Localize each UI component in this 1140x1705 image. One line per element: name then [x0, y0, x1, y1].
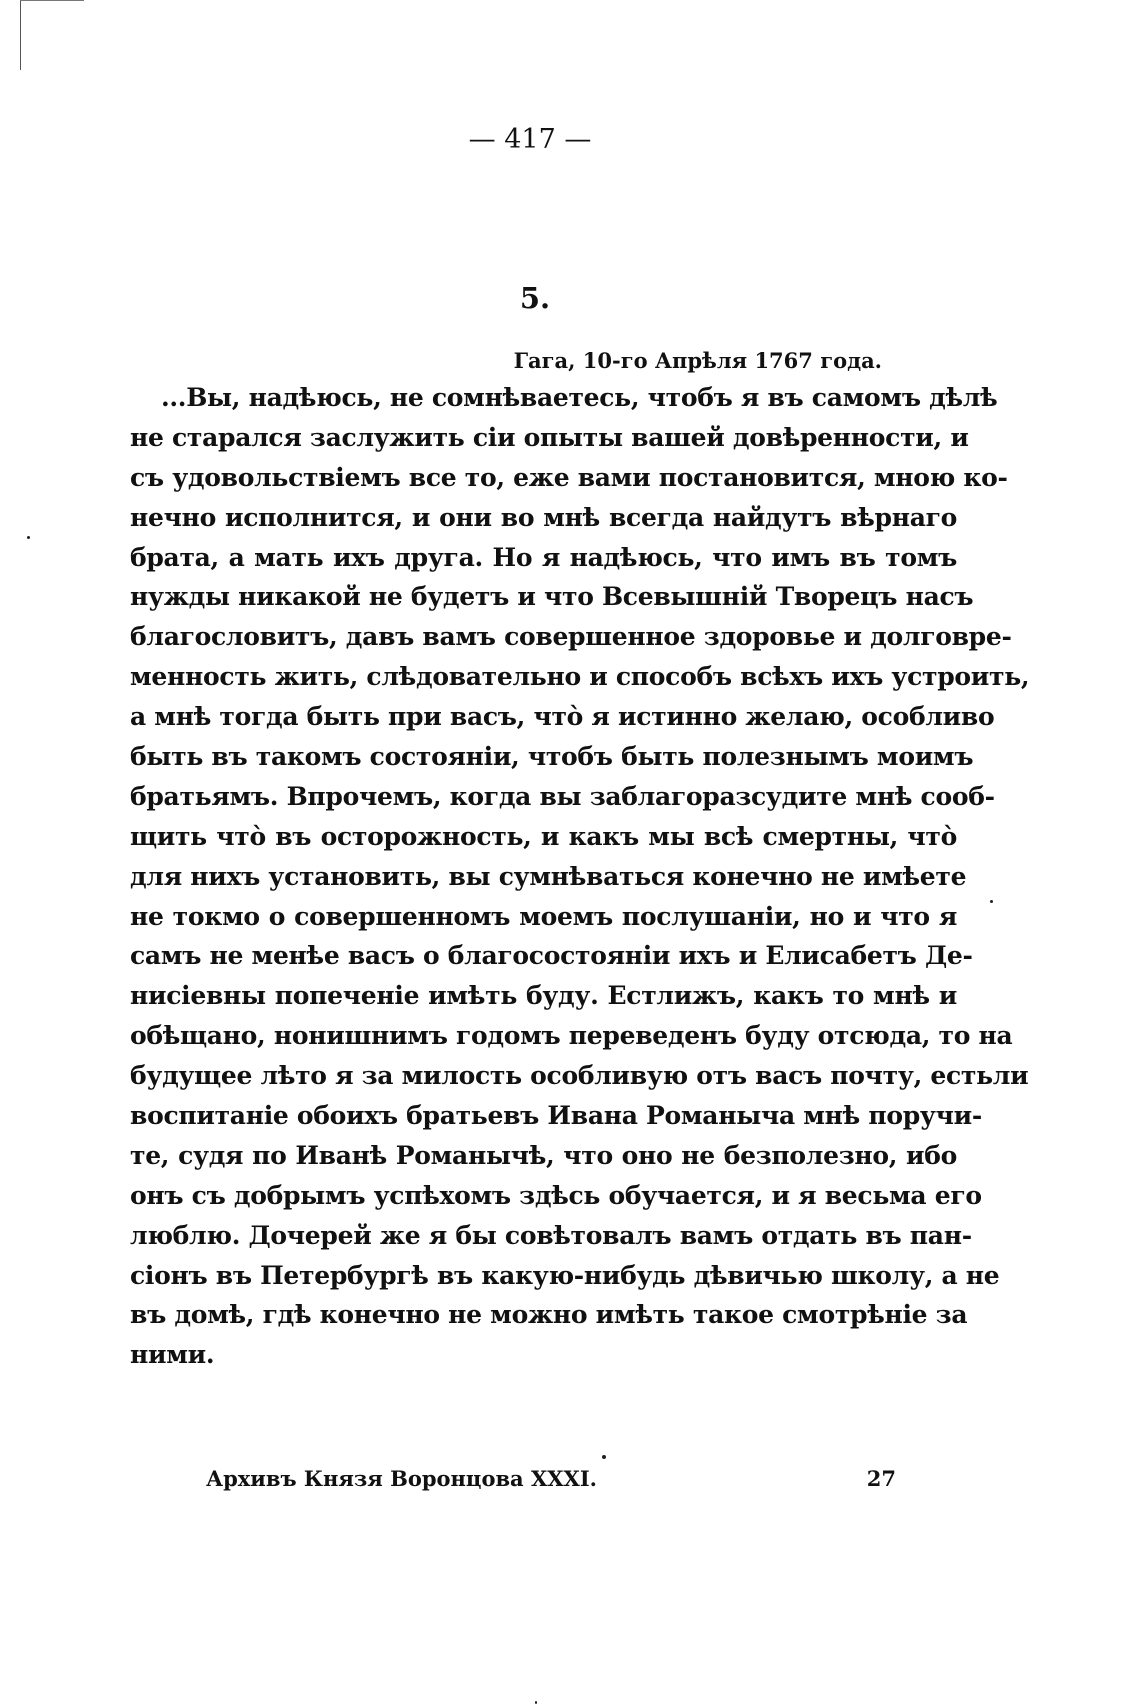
body-line: а мнѣ тогда быть при васъ, чтò я истинно желаю, особливо: [130, 702, 995, 732]
letter-dateline: Гага, 10-го Апрѣля 1767 года.: [513, 348, 882, 373]
body-line: братьямъ. Впрочемъ, когда вы заблагоразсудите мнѣ сооб-: [130, 781, 995, 811]
body-line: въ домѣ, гдѣ конечно не можно имѣть такое смотрѣніе за: [130, 1300, 968, 1330]
letter-number: 5.: [519, 281, 551, 315]
page-number-header: — 417 —: [468, 124, 592, 155]
body-line: брата, а мать ихъ друга. Но я надѣюсь, что имъ въ томъ: [130, 542, 957, 572]
body-line: онъ съ добрымъ успѣхомъ здѣсь обучается, и я весьма его: [130, 1180, 982, 1210]
body-line: не старался заслужить сіи опыты вашей довѣренности, и: [130, 422, 969, 452]
body-line: те, судя по Иванѣ Романычѣ, что оно не безполезно, ибо: [130, 1140, 957, 1170]
body-line: съ удовольствіемъ все то, еже вами постановится, мною ко-: [130, 462, 1008, 492]
body-line: не токмо о совершенномъ моемъ послушаніи, но и что я: [130, 901, 957, 931]
scan-speck: [27, 536, 30, 539]
scan-edge-line-top: [20, 0, 84, 1]
body-line: воспитаніе обоихъ братьевъ Ивана Романыча мнѣ поручи-: [130, 1101, 982, 1131]
scan-edge-line: [20, 0, 21, 70]
body-line: щить чтò въ осторожность, и какъ мы всѣ смертны, чтò: [130, 821, 957, 851]
body-line: обѣщано, нонишнимъ годомъ переведенъ буду отсюда, то на: [130, 1021, 1013, 1051]
body-line: будущее лѣто я за милость особливую отъ васъ почту, естьли: [130, 1061, 1029, 1091]
scan-speck: [990, 900, 993, 903]
body-line: быть въ такомъ состояніи, чтобъ быть полезнымъ моимъ: [130, 742, 974, 772]
footer-source-title: Архивъ Князя Воронцова XXXI.: [206, 1466, 597, 1491]
footer-sheet-number: 27: [866, 1466, 896, 1491]
body-line: ...Вы, надѣюсь, не сомнѣваетесь, чтобъ я въ самомъ дѣлѣ: [161, 383, 998, 412]
scan-speck: [535, 1701, 537, 1704]
letter-body: [130, 378, 1030, 1375]
body-line: нечно исполнится, и они во мнѣ всегда найдутъ вѣрнаго: [130, 502, 957, 532]
body-line: для нихъ установить, вы сумнѣваться конечно не имѣете: [130, 861, 967, 891]
body-line: самъ не менѣе васъ о благосостояніи ихъ и Елисабетъ Де-: [130, 941, 973, 971]
body-line: сіонъ въ Петербургѣ въ какую-нибудь дѣвичью школу, а не: [130, 1260, 1000, 1290]
body-line: благословитъ, давъ вамъ совершенное здоровье и долговре-: [130, 622, 1012, 652]
scan-speck: [602, 1455, 606, 1459]
body-line: люблю. Дочерей же я бы совѣтовалъ вамъ отдать въ пан-: [130, 1220, 972, 1250]
body-line: нисіевны попеченіе имѣть буду. Естлижъ, какъ то мнѣ и: [130, 981, 957, 1011]
body-line: менность жить, слѣдовательно и способъ всѣхъ ихъ устроить,: [130, 662, 1030, 692]
body-line: нужды никакой не будетъ и что Всевышній Творецъ насъ: [130, 582, 974, 612]
body-line-final: ними.: [130, 1340, 215, 1370]
